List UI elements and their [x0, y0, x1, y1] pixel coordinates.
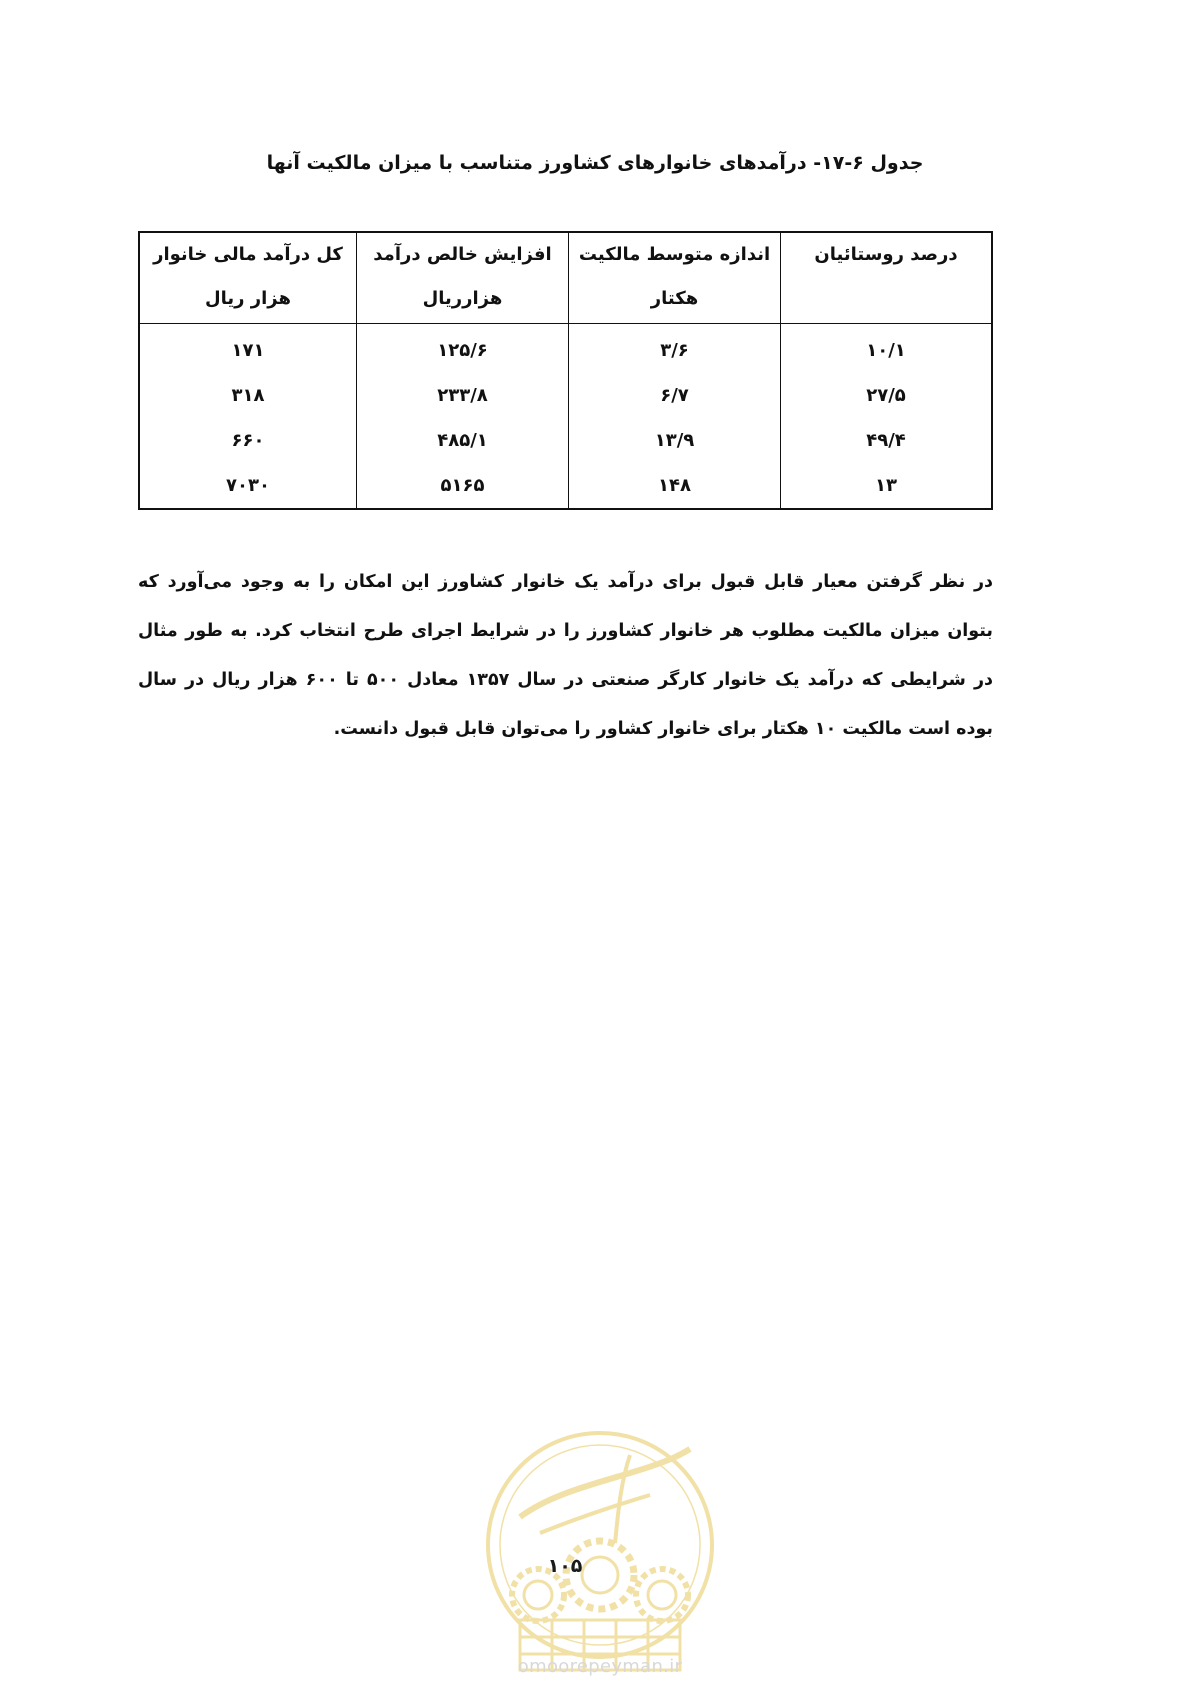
cell-total-income: ۱۷۱: [139, 324, 357, 374]
header-unit: هزارریال: [422, 288, 503, 309]
table-row: [139, 418, 992, 463]
cell-net-income-increase: ۲۳۳/۸: [357, 373, 569, 418]
cell-rural-percent: ۱۳: [781, 463, 993, 509]
header-total-household-income: [139, 232, 357, 324]
cell-total-income: ۷۰۳۰: [139, 463, 357, 509]
cell-rural-percent: ۲۷/۵: [781, 373, 993, 418]
cell-net-income-increase: ۴۸۵/۱: [357, 418, 569, 463]
cell-avg-ownership: ۱۳/۹: [569, 418, 781, 463]
cell-avg-ownership: ۳/۶: [569, 324, 781, 374]
header-label: اندازه متوسط مالکیت: [578, 244, 771, 265]
header-unit: هکتار: [650, 288, 699, 309]
income-table: [138, 231, 993, 510]
header-unit: هزار ریال: [205, 288, 291, 309]
cell-net-income-increase: ۵۱۶۵: [357, 463, 569, 509]
watermark-site-url: omoorepeyman.ir: [517, 1656, 683, 1677]
page-number: ۱۰۵: [547, 1555, 583, 1577]
table-caption: جدول ۶-۱۷- درآمدهای خانوارهای کشاورز متناسب با میزان مالکیت آنها: [266, 152, 924, 174]
header-label: درصد روستائیان: [814, 244, 958, 265]
header-rural-percent: [781, 232, 993, 324]
header-label: افزایش خالص درآمد: [373, 244, 552, 265]
cell-net-income-increase: ۱۲۵/۶: [357, 324, 569, 374]
table-row: [139, 463, 992, 509]
cell-rural-percent: ۱۰/۱: [781, 324, 993, 374]
cell-avg-ownership: ۶/۷: [569, 373, 781, 418]
cell-rural-percent: ۴۹/۴: [781, 418, 993, 463]
watermark-logo-icon: [480, 1425, 720, 1685]
table-row: [139, 373, 992, 418]
header-net-income-increase: [357, 232, 569, 324]
header-label: کل درآمد مالی خانوار: [153, 244, 343, 265]
table-row: [139, 324, 992, 374]
body-paragraph: در نظر گرفتن معیار قابل قبول برای درآمد یک خانوار کشاورز این امکان را به وجود می‌آورد که بتوان میزان مالکیت مطلوب هر خانوار کشاورز را در شرایط اجرای طرح انتخاب کرد. به طور مثال در شرایطی که درآمد یک خانوار کارگر صنعتی در سال ۱۳۵۷ معادل ۵۰۰ تا ۶۰۰ هزار ریال در سال بوده است مالکیت ۱۰ هکتار برای خانوار کشاور را می‌توان قابل قبول دانست.: [138, 572, 993, 739]
header-unit: [781, 277, 991, 321]
cell-total-income: ۶۶۰: [139, 418, 357, 463]
table-header-row: [139, 232, 992, 324]
header-avg-ownership: [569, 232, 781, 324]
cell-total-income: ۳۱۸: [139, 373, 357, 418]
cell-avg-ownership: ۱۴۸: [569, 463, 781, 509]
